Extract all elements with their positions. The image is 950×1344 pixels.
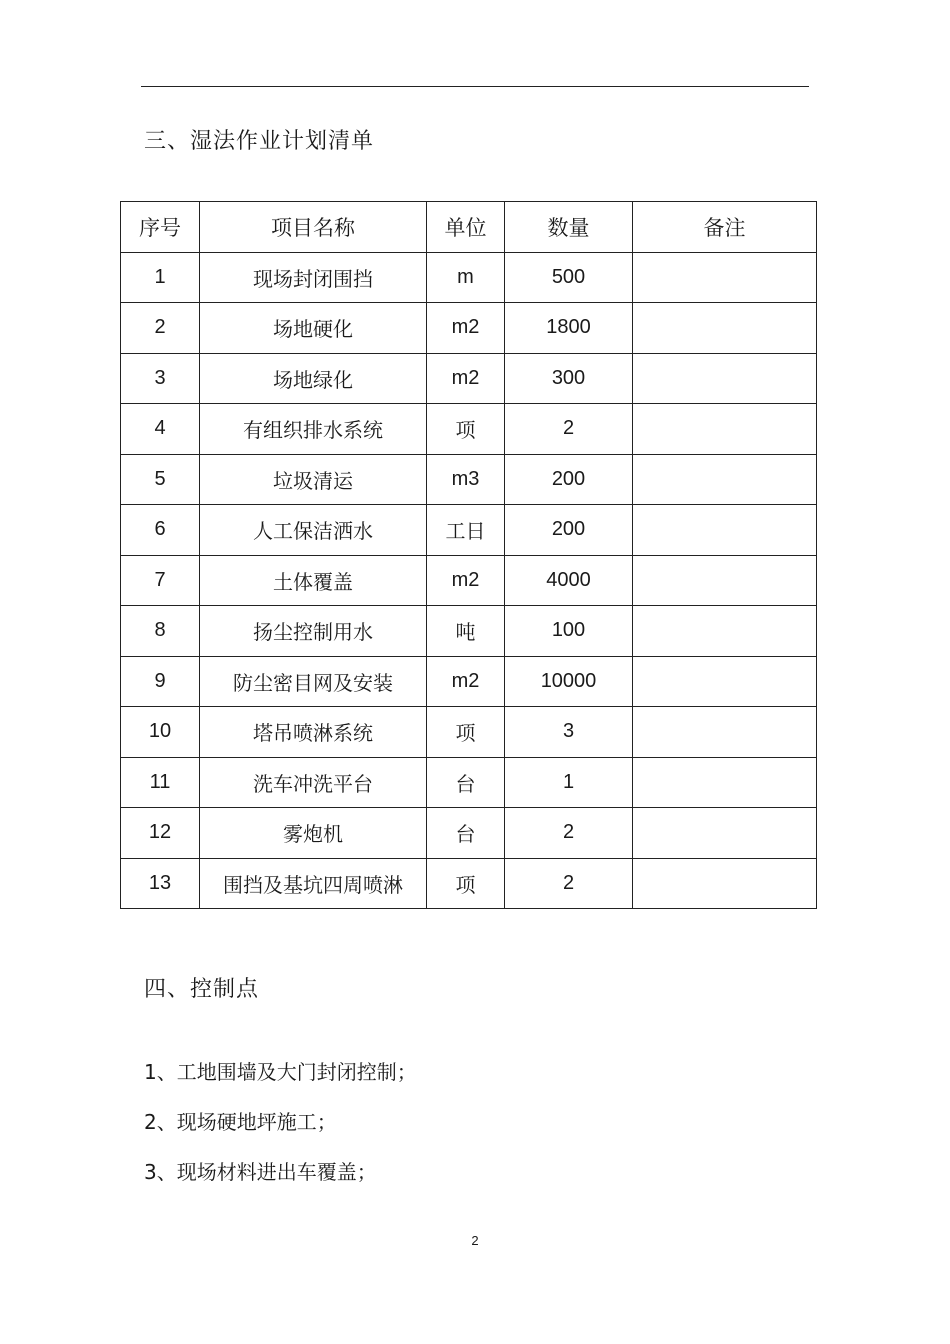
control-point-item: 2、现场硬地坪施工； — [144, 1110, 337, 1134]
page-number: 2 — [471, 1233, 479, 1248]
cell-seq: 10 — [121, 707, 200, 758]
section-title-control-points: 四、控制点 — [144, 977, 260, 1002]
cell-qty: 500 — [505, 252, 633, 303]
cell-name: 垃圾清运 — [200, 454, 427, 505]
cell-seq: 6 — [121, 505, 200, 556]
cell-unit: m2 — [427, 555, 505, 606]
cell-seq: 11 — [121, 757, 200, 808]
cell-qty: 200 — [505, 454, 633, 505]
cell-note — [633, 707, 817, 758]
cell-seq: 8 — [121, 606, 200, 657]
cell-unit: m2 — [427, 353, 505, 404]
cell-name: 人工保洁洒水 — [200, 505, 427, 556]
cell-note — [633, 303, 817, 354]
cell-seq: 4 — [121, 404, 200, 455]
cell-unit: 台 — [427, 808, 505, 859]
cell-note — [633, 555, 817, 606]
cell-unit: 台 — [427, 757, 505, 808]
cell-name: 扬尘控制用水 — [200, 606, 427, 657]
cell-qty: 4000 — [505, 555, 633, 606]
cell-seq: 12 — [121, 808, 200, 859]
cell-seq: 5 — [121, 454, 200, 505]
cell-name: 洗车冲洗平台 — [200, 757, 427, 808]
table-row — [121, 808, 817, 859]
cell-note — [633, 505, 817, 556]
cell-note — [633, 656, 817, 707]
control-point-item: 3、现场材料进出车覆盖； — [144, 1160, 377, 1184]
table-row — [121, 858, 817, 909]
cell-name: 场地绿化 — [200, 353, 427, 404]
table-row — [121, 454, 817, 505]
cell-seq: 2 — [121, 303, 200, 354]
table-row — [121, 606, 817, 657]
control-point-item: 1、工地围墙及大门封闭控制； — [144, 1060, 417, 1084]
cell-note — [633, 808, 817, 859]
cell-name: 有组织排水系统 — [200, 404, 427, 455]
cell-unit: 项 — [427, 858, 505, 909]
cell-note — [633, 858, 817, 909]
table-row — [121, 656, 817, 707]
cell-qty: 1800 — [505, 303, 633, 354]
cell-name: 土体覆盖 — [200, 555, 427, 606]
cell-unit: 工日 — [427, 505, 505, 556]
cell-unit: 项 — [427, 404, 505, 455]
table-row — [121, 404, 817, 455]
cell-note — [633, 404, 817, 455]
cell-name: 现场封闭围挡 — [200, 252, 427, 303]
cell-qty: 2 — [505, 808, 633, 859]
cell-name: 塔吊喷淋系统 — [200, 707, 427, 758]
cell-unit: m3 — [427, 454, 505, 505]
cell-qty: 10000 — [505, 656, 633, 707]
cell-seq: 13 — [121, 858, 200, 909]
header-unit: 单位 — [427, 202, 505, 253]
table-row — [121, 303, 817, 354]
cell-qty: 2 — [505, 404, 633, 455]
header-note: 备注 — [633, 202, 817, 253]
cell-unit: m2 — [427, 303, 505, 354]
cell-note — [633, 353, 817, 404]
header-qty: 数量 — [505, 202, 633, 253]
cell-qty: 2 — [505, 858, 633, 909]
table-row — [121, 555, 817, 606]
cell-unit: 吨 — [427, 606, 505, 657]
table-header-row — [121, 202, 817, 253]
header-seq: 序号 — [121, 202, 200, 253]
section-title-wet-work-plan: 三、湿法作业计划清单 — [144, 129, 375, 154]
wet-work-plan-table — [120, 201, 817, 909]
cell-note — [633, 757, 817, 808]
cell-qty: 3 — [505, 707, 633, 758]
cell-name: 场地硬化 — [200, 303, 427, 354]
table-row — [121, 353, 817, 404]
cell-seq: 3 — [121, 353, 200, 404]
cell-name: 围挡及基坑四周喷淋 — [200, 858, 427, 909]
cell-qty: 100 — [505, 606, 633, 657]
cell-name: 防尘密目网及安装 — [200, 656, 427, 707]
cell-note — [633, 454, 817, 505]
header-name: 项目名称 — [200, 202, 427, 253]
table-row — [121, 252, 817, 303]
cell-seq: 1 — [121, 252, 200, 303]
cell-unit: m — [427, 252, 505, 303]
header-rule — [141, 86, 809, 87]
cell-note — [633, 606, 817, 657]
table-row — [121, 757, 817, 808]
cell-unit: m2 — [427, 656, 505, 707]
cell-seq: 7 — [121, 555, 200, 606]
cell-unit: 项 — [427, 707, 505, 758]
cell-seq: 9 — [121, 656, 200, 707]
cell-note — [633, 252, 817, 303]
cell-name: 雾炮机 — [200, 808, 427, 859]
table-row — [121, 707, 817, 758]
cell-qty: 200 — [505, 505, 633, 556]
cell-qty: 300 — [505, 353, 633, 404]
cell-qty: 1 — [505, 757, 633, 808]
table-row — [121, 505, 817, 556]
